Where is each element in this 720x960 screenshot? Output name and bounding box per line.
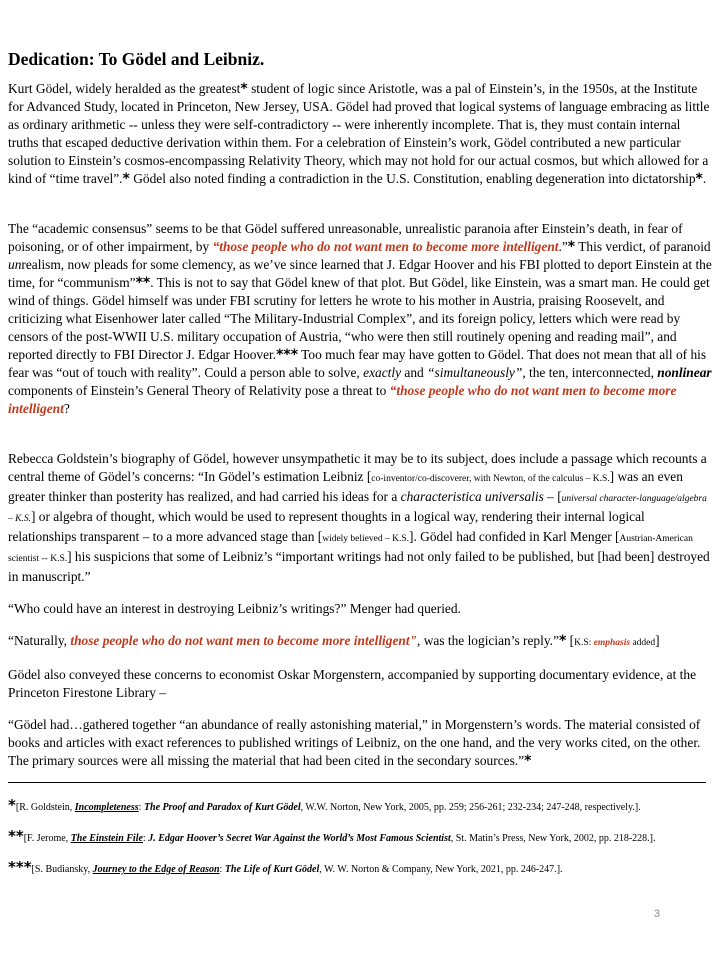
footnote-work: Incompleteness <box>74 802 139 813</box>
emphasis-simultaneously: “simultaneously” <box>427 365 523 380</box>
footnote-marker: ** <box>135 275 151 291</box>
paragraph-2 <box>8 220 712 418</box>
emphasis-nonlinear: nonlinear <box>657 365 712 380</box>
footnote-marker: * <box>8 796 16 814</box>
spacer <box>8 658 712 666</box>
editor-note: co-inventor/co-discoverer, with Newton, of the calculus – K.S. <box>371 474 610 484</box>
quote-highlight: “those people who do not want men to become more intelligent <box>8 383 677 416</box>
text-span: [ <box>15 802 20 813</box>
text-span: . This is not to say that Gödel knew of that plot. But Gödel, like Einstein, was a smart man. He could get wind of things. Gödel himself was under FBI scrutiny for letters he wrote to his mother in Austria, praising Roosevelt, and criticizing what Eisenhower later called “The Military-Industrial Complex”, and its foreign policy, letters which were read by censors of the post-WWII U.S. military occupation of Austria, “who were then still routinely opening and reading mail”, and reported directly to FBI Director J. Edgar Hoover. <box>8 275 710 362</box>
text-span: The “academic consensus” seems to be that Gödel suffered unreasonable, unrealistic paranoia after Einstein’s death, in fear of poisoning, or of other impairment, by <box>8 221 683 254</box>
emphasis-un: un <box>8 257 22 272</box>
paragraph-3 <box>8 450 712 586</box>
title-prefix: Dedication <box>8 49 89 69</box>
text-span: ] <box>655 633 660 648</box>
spacer <box>8 624 712 632</box>
footnote-1 <box>8 797 712 816</box>
text-span: student of logic since Aristotle, was a pal of Einstein’s, in the 1950s, at the Institute for Advanced Study, located in Princeton, New Jersey, USA. Gödel had proved that logical systems of language embracing as little as ordinary arithmetic -- unless they were self-contradictory -- were inherently incomplete. That is, they must contain internal truths that escaped deductive derivation within them. For a celebration of Einstein’s work, Gödel contributed a new particular solution to Einstein’s cosmos-encompassing Relativity Theory, which may not hold for our actual cosmos, but which allowed for a kind of “time travel”. <box>8 81 710 186</box>
text-span: ]. <box>634 802 641 813</box>
emphasis-exactly: exactly <box>363 365 402 380</box>
text-span: “Naturally, <box>8 633 71 648</box>
title-colon: : <box>88 49 95 69</box>
footnote-author: F. Jerome, <box>27 833 71 844</box>
footnote-marker: * <box>567 239 576 255</box>
footnote-separator <box>8 782 706 783</box>
text-span: Gödel also noted finding a contradiction in the U.S. Constitution, enabling degeneration into dictatorship <box>129 171 696 186</box>
footnote-details: , W.W. Norton, New York, 2005, pp. 259; 256-261; 232-234; 247-248, respectively. <box>300 802 635 813</box>
text-span: : <box>138 802 144 813</box>
text-span: ]. Gödel had confided in Karl Menger [ <box>409 529 620 544</box>
text-span: , the ten, interconnected, <box>522 365 658 380</box>
footnote-2 <box>8 828 712 847</box>
editor-note: widely believed – K.S. <box>322 534 410 544</box>
footnote-author: S. Budiansky, <box>34 864 93 875</box>
text-span: Rebecca Goldstein’s biography of Gödel, however unsympathetic it may be to its subject, does include a passage which recounts a central theme of Gödel’s concerns: “In Gödel’s estimation Leibniz [ <box>8 451 707 484</box>
footnote-marker: * <box>524 753 532 769</box>
spacer <box>8 592 712 600</box>
editor-note-emphasis: emphasis <box>593 638 631 648</box>
paragraph-6: Gödel also conveyed these concerns to economist Oskar Morgenstern, accompanied by supporting documentary evidence, at the Princeton Firestone Library – <box>8 667 697 700</box>
text-span: [ <box>566 633 575 648</box>
text-span: – [ <box>543 489 562 504</box>
text-span: [ <box>23 833 28 844</box>
text-span: ] was an even greater thinker than posterity has realized, and had carried his ideas for a <box>8 469 683 504</box>
text-span: : <box>142 833 149 844</box>
quote-highlight: those people who do not want men to become more intelligent" <box>70 633 418 648</box>
footnote-marker: * <box>240 81 248 97</box>
footnote-marker: *** <box>8 858 32 876</box>
text-span: ? <box>63 401 70 416</box>
text-span: Kurt Gödel, widely heralded as the greatest <box>8 81 241 96</box>
text-span: components of Einstein’s General Theory of Relativity pose a threat to <box>8 383 390 398</box>
title-rest: To Gödel and Leibniz. <box>94 49 265 69</box>
editor-note: added <box>630 638 656 648</box>
text-span: .” <box>558 239 568 254</box>
spacer <box>8 708 712 716</box>
footnote-details: , W. W. Norton & Company, New York, 2021, pp. 246-247. <box>319 864 557 875</box>
footnote-subtitle: The Life of Kurt Gödel <box>224 864 320 875</box>
text-span: and <box>401 365 428 380</box>
editor-note: K.S: <box>574 638 594 648</box>
spacer <box>8 424 712 450</box>
text-span: “Gödel had…gathered together “an abundance of really astonishing material,” in Morgenstern’s words. The material consisted of books and articles with exact references to published writings of Leibniz, on the one hand, and the very works cited, on the other. The primary sources were all missing the material that had been cited in the secondary sources.” <box>8 717 701 768</box>
document-page <box>8 48 712 890</box>
footnote-3 <box>8 859 712 878</box>
paragraph-4: “Who could have an interest in destroying Leibniz’s writings?” Menger had queried. <box>8 601 461 616</box>
page-title <box>8 48 712 70</box>
text-span: ]. <box>649 833 656 844</box>
footnote-marker: *** <box>276 347 299 363</box>
text-span: : <box>219 864 225 875</box>
page-number: 3 <box>654 908 661 920</box>
footnote-marker: * <box>558 633 567 649</box>
spacer <box>8 194 712 220</box>
footnote-work: The Einstein File <box>70 833 143 844</box>
text-span: realism, now pleads for some clemency, as we’ve since learned that J. Edgar Hoover and his FBI plotted to deport Einstein at the time, for “communism” <box>8 257 712 290</box>
text-span: Too much fear may have gotten to Gödel. That does not mean that all of his fear was “out of touch with reality”. Could a person able to solve, <box>8 347 707 380</box>
text-span: , was the logician’s reply.” <box>417 633 559 648</box>
paragraph-7 <box>8 716 712 770</box>
text-span: . <box>702 171 707 186</box>
text-span: ] his suspicions that some of Leibniz’s “important writings had not only failed to be published, but [had been] destroyed in manuscript.” <box>8 549 710 584</box>
footnote-author: R. Goldstein, <box>19 802 75 813</box>
footnote-subtitle: The Proof and Paradox of Kurt Gödel <box>143 802 301 813</box>
footnote-work: Journey to the Edge of Reason <box>92 864 220 875</box>
text-span: [ <box>31 864 35 875</box>
footnote-marker: * <box>122 171 130 187</box>
text-span: ] or algebra of thought, which would be used to represent thoughts in a logical way, rendering their internal logical relationships transparent – to a more advanced stage than [ <box>8 509 645 544</box>
editor-note: Austrian-American scientist -- K.S. <box>8 534 693 564</box>
footnote-marker: * <box>695 171 703 187</box>
text-span: ]. <box>556 864 563 875</box>
emphasis-characteristica: characteristica universalis <box>400 489 544 504</box>
paragraph-1 <box>8 80 712 188</box>
editor-note: universal character-language/algebra – K.S. <box>8 494 707 524</box>
text-span: This verdict, of paranoid <box>575 239 711 254</box>
footnote-details: , St. Matin’s Press, New York, 2002, pp. 218-228. <box>450 833 650 844</box>
footnote-subtitle: J. Edgar Hoover’s Secret War Against the World’s Most Famous Scientist <box>148 833 451 844</box>
paragraph-5 <box>8 632 712 652</box>
quote-highlight: “those people who do not want men to become more intelligent <box>212 239 559 254</box>
footnote-marker: ** <box>8 827 24 845</box>
